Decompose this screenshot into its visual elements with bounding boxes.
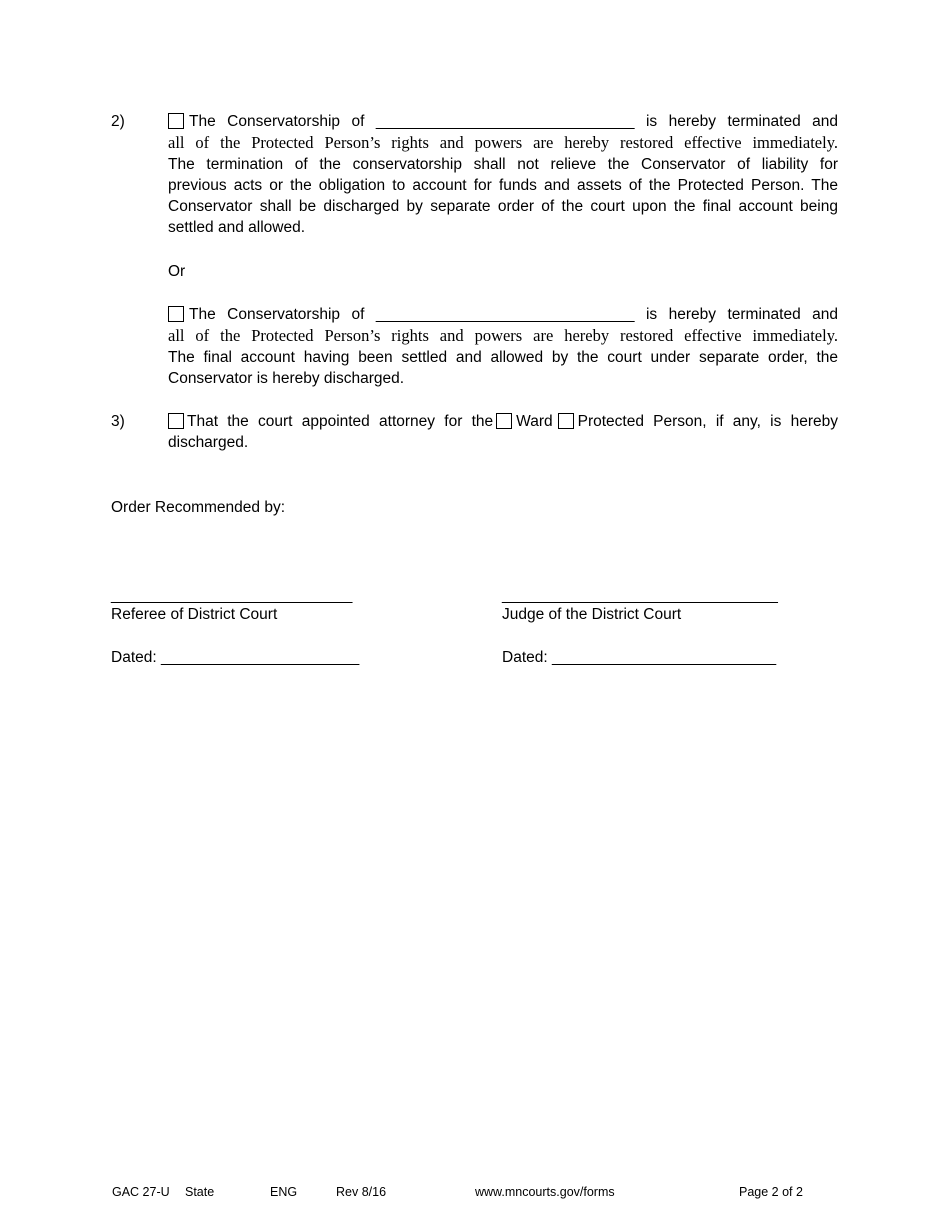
judge-dated-label: Dated:: [502, 649, 548, 666]
attorney-discharge-checkbox[interactable]: [168, 413, 184, 429]
referee-label: Referee of District Court: [111, 606, 278, 623]
referee-signature-line[interactable]: ____________________________: [111, 587, 353, 604]
referee-dated-blank[interactable]: _______________________: [160, 649, 360, 666]
section-2-option-b: [168, 304, 838, 389]
option-a-checkbox[interactable]: [168, 113, 184, 129]
or-label: Or: [168, 263, 186, 280]
option-a-name-blank[interactable]: ______________________________: [375, 113, 635, 130]
option-a-line-3: The termination of the conservatorship shall not relieve the Conservator of liability for: [168, 155, 838, 173]
footer-jurisdiction: State: [185, 1185, 215, 1199]
option-a-prefix: The Conservatorship of: [189, 113, 365, 130]
section-2-option-a: [168, 111, 838, 239]
option-a-line-2: all of the Protected Person’s rights and powers are hereby restored effective immediately.: [168, 133, 838, 153]
option-b-prefix: The Conservatorship of: [189, 306, 365, 323]
option-a-suffix: is hereby terminated and: [645, 113, 839, 130]
protected-person-checkbox[interactable]: [558, 413, 574, 429]
referee-dated: [111, 647, 359, 668]
option-a-line-6: settled and allowed.: [168, 219, 306, 237]
footer-language: ENG: [270, 1185, 298, 1199]
option-b-line-1: [168, 304, 838, 325]
order-recommended-label: Order Recommended by:: [111, 499, 286, 516]
section-3-prefix: That the court appointed attorney for the: [187, 413, 494, 430]
option-a-line-4: previous acts or the obligation to account for funds and assets of the Protected Person. The: [168, 176, 838, 194]
referee-dated-label: Dated:: [111, 649, 157, 666]
judge-dated: [502, 647, 776, 668]
option-b-name-blank[interactable]: ______________________________: [375, 306, 635, 323]
section-3-suffix: Protected Person, if any, is hereby: [577, 413, 839, 430]
option-a-line-1: [168, 111, 838, 132]
option-b-suffix: is hereby terminated and: [645, 306, 839, 323]
judge-dated-blank[interactable]: __________________________: [551, 649, 777, 666]
judge-label: Judge of the District Court: [502, 606, 682, 623]
option-b-line-4: Conservator is hereby discharged.: [168, 369, 405, 387]
section-3-line-1: [168, 411, 838, 432]
option-b-line-2: all of the Protected Person’s rights and powers are hereby restored effective immediately.: [168, 326, 838, 346]
judge-signature-line[interactable]: ________________________________: [502, 587, 778, 604]
ward-label: Ward: [516, 413, 553, 430]
option-b-checkbox[interactable]: [168, 306, 184, 322]
footer-website-link[interactable]: www.mncourts.gov/forms: [475, 1185, 615, 1199]
section-3-text: [168, 411, 838, 454]
ward-checkbox[interactable]: [496, 413, 512, 429]
footer-form-code: GAC 27-U: [112, 1185, 170, 1199]
footer-revision: Rev 8/16: [336, 1185, 387, 1199]
section-3-number: 3): [111, 413, 125, 430]
section-2-number: 2): [111, 113, 125, 130]
footer-page-number: Page 2 of 2: [739, 1185, 803, 1199]
option-b-line-3: The final account having been settled and allowed by the court under separate order, the: [168, 348, 838, 366]
section-3-line-2: discharged.: [168, 434, 249, 452]
option-a-line-5: Conservator shall be discharged by separate order of the court upon the final account being: [168, 198, 838, 216]
